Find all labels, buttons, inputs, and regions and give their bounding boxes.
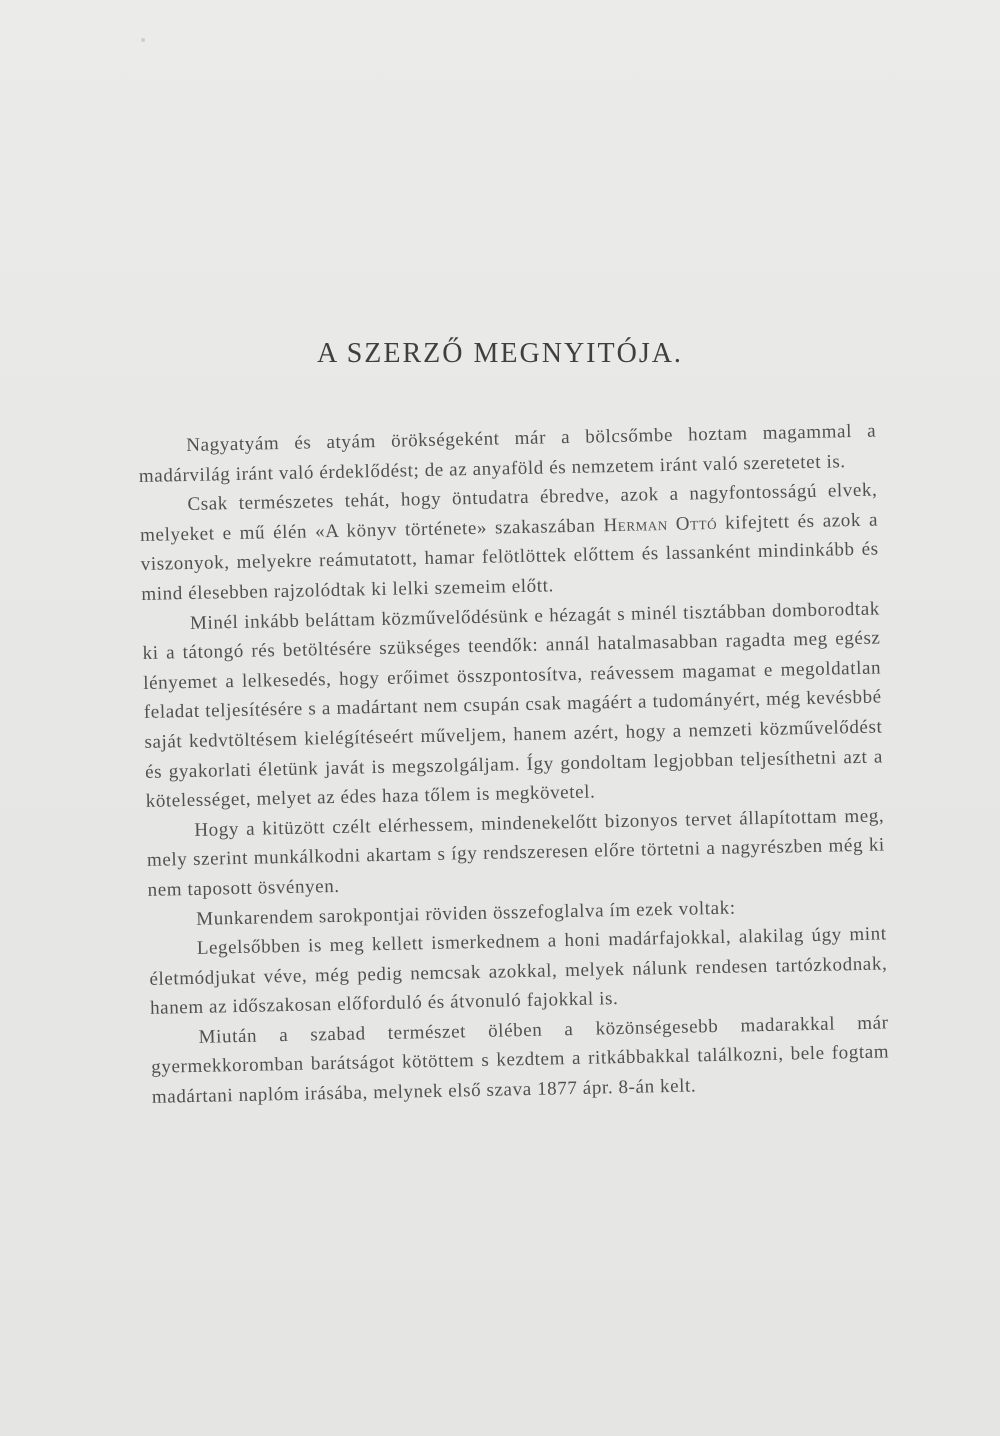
chapter-body [138, 417, 890, 1113]
scan-speck [141, 38, 145, 42]
paragraph-5: Munkarendem sarokpontjai röviden összefoglalva ím ezek voltak: [195, 897, 736, 930]
paragraph-2-text-before: Csak természetes tehát, hogy öntudatra ébredve, azok a nagyfontosságú elvek, melyeket e mű élén «A könyv története» szakaszában [139, 479, 878, 546]
paragraph-6: Legelsőbben is meg kellett ismerkednem a honi madárfajokkal, alakilag úgy mint életmódjukat véve, még pedig nemcsak azokkal, melyek nálunk rendesen tartózkodnak, hanem az időszakosan előforduló és átvonuló fajokkal is. [149, 923, 888, 1020]
paragraph-3: Minél inkább beláttam közművelődésünk e hézagát s minél tisztábban domborodtak ki a tátongó rés betöltésére szükséges teendők: annál hatalmasabban ragadta meg egész lényemet a lelkesedés, hogy erőimet összpontosítva, reávessem magamat e megoldatlan feladat teljesítésére s a madártant nem csupán csak magáért a tudományért, még kevésbbé saját kedvtöltésem kielégítéseért műveljem, hanem azért, hogy a nemzeti közművelődést és gyakorlati életünk javát is megszolgáljam. Így gondoltam legjobban teljesíthetni azt a kötelességet, melyet az édes haza tőlem is megkövetel. [142, 598, 884, 813]
paragraph-7: Miután a szabad természet ölében a közönségesebb madarakkal már gyermekkoromban barátságot kötöttem s kezdtem a ritkábbakkal találkozni, bele fogtam madártani naplóm irásába, melynek első szava 1877 ápr. 8-án kelt. [151, 1012, 890, 1108]
paragraph-4: Hogy a kitüzött czélt elérhessem, mindenekelőtt bizonyos tervet állapítottam meg, mely szerint munkálkodni akartam s így rendszeresen előre törtetni a nagyrészben még ki nem taposott ösvényen. [146, 805, 886, 901]
paragraph-1: Nagyatyám és atyám örökségeként már a bölcsőmbe hoztam magammal a madárvilág iránt való érdeklődést; de az anyaföld és nemzetem iránt való szeretetet is. [138, 420, 877, 487]
chapter-title: A SZERZŐ MEGNYITÓJA. [317, 338, 683, 369]
paragraph-2-text-after: kifejtett és azok a viszonyok, melyekre reámutatott, hamar felötlöttek előttem és lassanként mindinkább és mind élesebben rajzolódtak ki lelki szemeim előtt. [140, 509, 879, 605]
paragraph-2 [139, 476, 879, 610]
author-name: Herman Ottó [603, 512, 718, 537]
